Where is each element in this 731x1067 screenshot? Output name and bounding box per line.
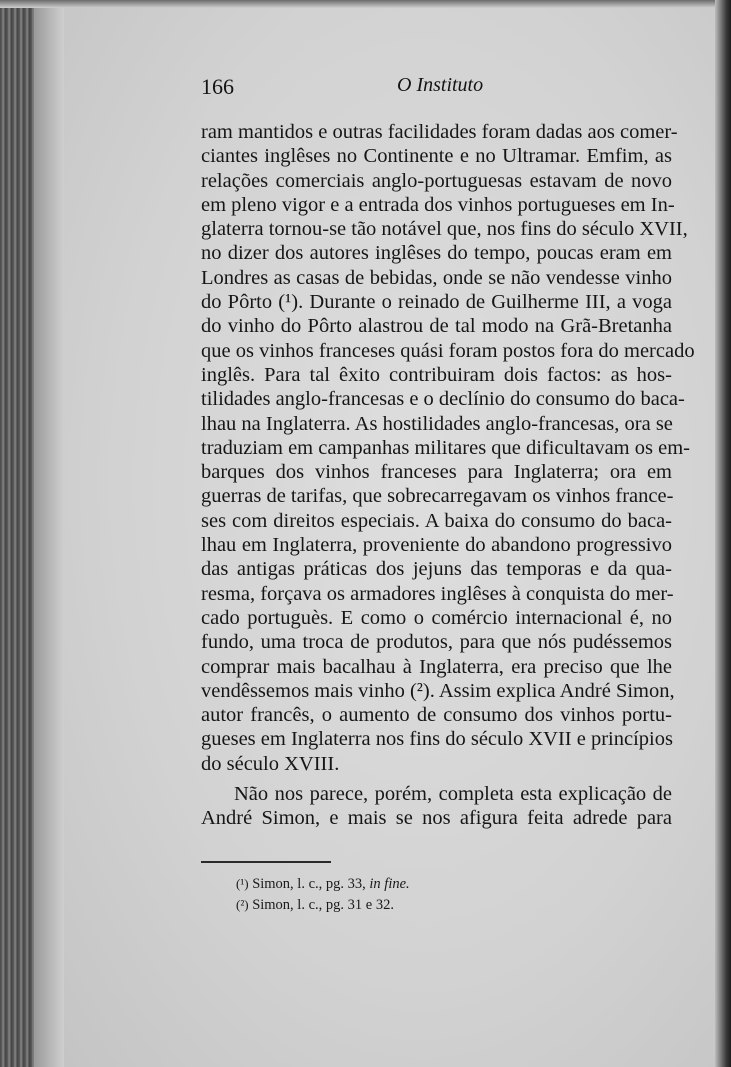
footnotes xyxy=(236,873,536,915)
footnote-text: Simon, l. c., pg. 33, xyxy=(252,876,370,892)
text-line: ram mantidos e outras facilidades foram dadas aos comer- xyxy=(201,121,678,143)
page-top-edge xyxy=(0,0,731,8)
text-line: ciantes inglêses no Continente e no Ultramar. Emfim, as xyxy=(201,145,672,168)
text-line: autor francês, o aumento de consumo dos vinhos portu- xyxy=(201,704,672,727)
book-gutter xyxy=(0,0,34,1067)
footnote-number: (²) xyxy=(236,897,249,912)
text-line: guerras de tarifas, que sobrecarregavam os vinhos france- xyxy=(201,485,674,508)
text-line: traduziam em campanhas militares que dificultavam os em- xyxy=(201,436,690,459)
gutter-shadow xyxy=(34,0,64,1067)
text-line: cado portuguès. E como o comércio internacional é, no xyxy=(201,606,672,629)
text-line: tilidades anglo-francesas e o declínio do consumo do baca- xyxy=(201,388,685,411)
body-text xyxy=(201,120,695,831)
text-line: lhau em Inglaterra, proveniente do abandono progressivo xyxy=(201,534,672,557)
text-line: do vinho do Pôrto alastrou de tal modo na Grã-Bretanha xyxy=(201,315,672,338)
text-line: gueses em Inglaterra nos fins do século XVII e princípios xyxy=(201,728,673,751)
footnote-1 xyxy=(236,873,536,894)
text-line: comprar mais bacalhau à Inglaterra, era preciso que lhe xyxy=(201,655,672,678)
text-line: resma, forçava os armadores inglêses à conquista do mer- xyxy=(201,582,674,605)
page-right-edge xyxy=(715,0,731,1067)
running-header xyxy=(201,74,651,104)
text-line: barques dos vinhos franceses para Inglaterra; ora em xyxy=(201,461,672,484)
text-line: fundo, uma troca de produtos, para que nós pudéssemos xyxy=(201,631,672,654)
footnote-text: Simon, l. c., pg. 31 e 32. xyxy=(252,897,394,913)
running-title: O Instituto xyxy=(397,74,484,96)
text-line: André Simon, e mais se nos afigura feita adrede para xyxy=(201,807,672,830)
text-line: inglês. Para tal êxito contribuiram dois factos: as hos- xyxy=(201,363,672,386)
footnote-number: (¹) xyxy=(236,876,249,891)
footnote-italic: in fine. xyxy=(369,876,410,892)
page-number: 166 xyxy=(201,74,234,99)
text-line: em pleno vigor e a entrada dos vinhos portugueses em In- xyxy=(201,193,675,216)
text-line: do Pôrto (¹). Durante o reinado de Guilherme III, a voga xyxy=(201,291,672,314)
text-line: das antigas práticas dos jejuns das temporas e da qua- xyxy=(201,558,672,581)
text-line: no dizer dos autores inglêses do tempo, poucas eram em xyxy=(201,242,672,265)
footnote-divider xyxy=(201,861,331,863)
text-line: que os vinhos franceses quási foram postos fora do mercado xyxy=(201,339,695,362)
text-line: glaterra tornou-se tão notável que, nos fins do século XVII, xyxy=(201,218,688,241)
footnote-2 xyxy=(236,894,536,915)
text-line: Londres as casas de bebidas, onde se não vendesse vinho xyxy=(201,266,672,289)
paragraph-2 xyxy=(201,782,672,831)
text-line: ses com direitos especiais. A baixa do consumo do baca- xyxy=(201,509,672,532)
text-line: vendêssemos mais vinho (²). Assim explica André Simon, xyxy=(201,679,675,702)
paragraph-1 xyxy=(201,120,695,776)
text-line: do século XVIII. xyxy=(201,752,340,775)
text-line: lhau na Inglaterra. As hostilidades anglo-francesas, ora se xyxy=(201,412,673,435)
text-line: relações comerciais anglo-portuguesas estavam de novo xyxy=(201,169,672,192)
text-line: Não nos parece, porém, completa esta explicação de xyxy=(234,783,672,806)
